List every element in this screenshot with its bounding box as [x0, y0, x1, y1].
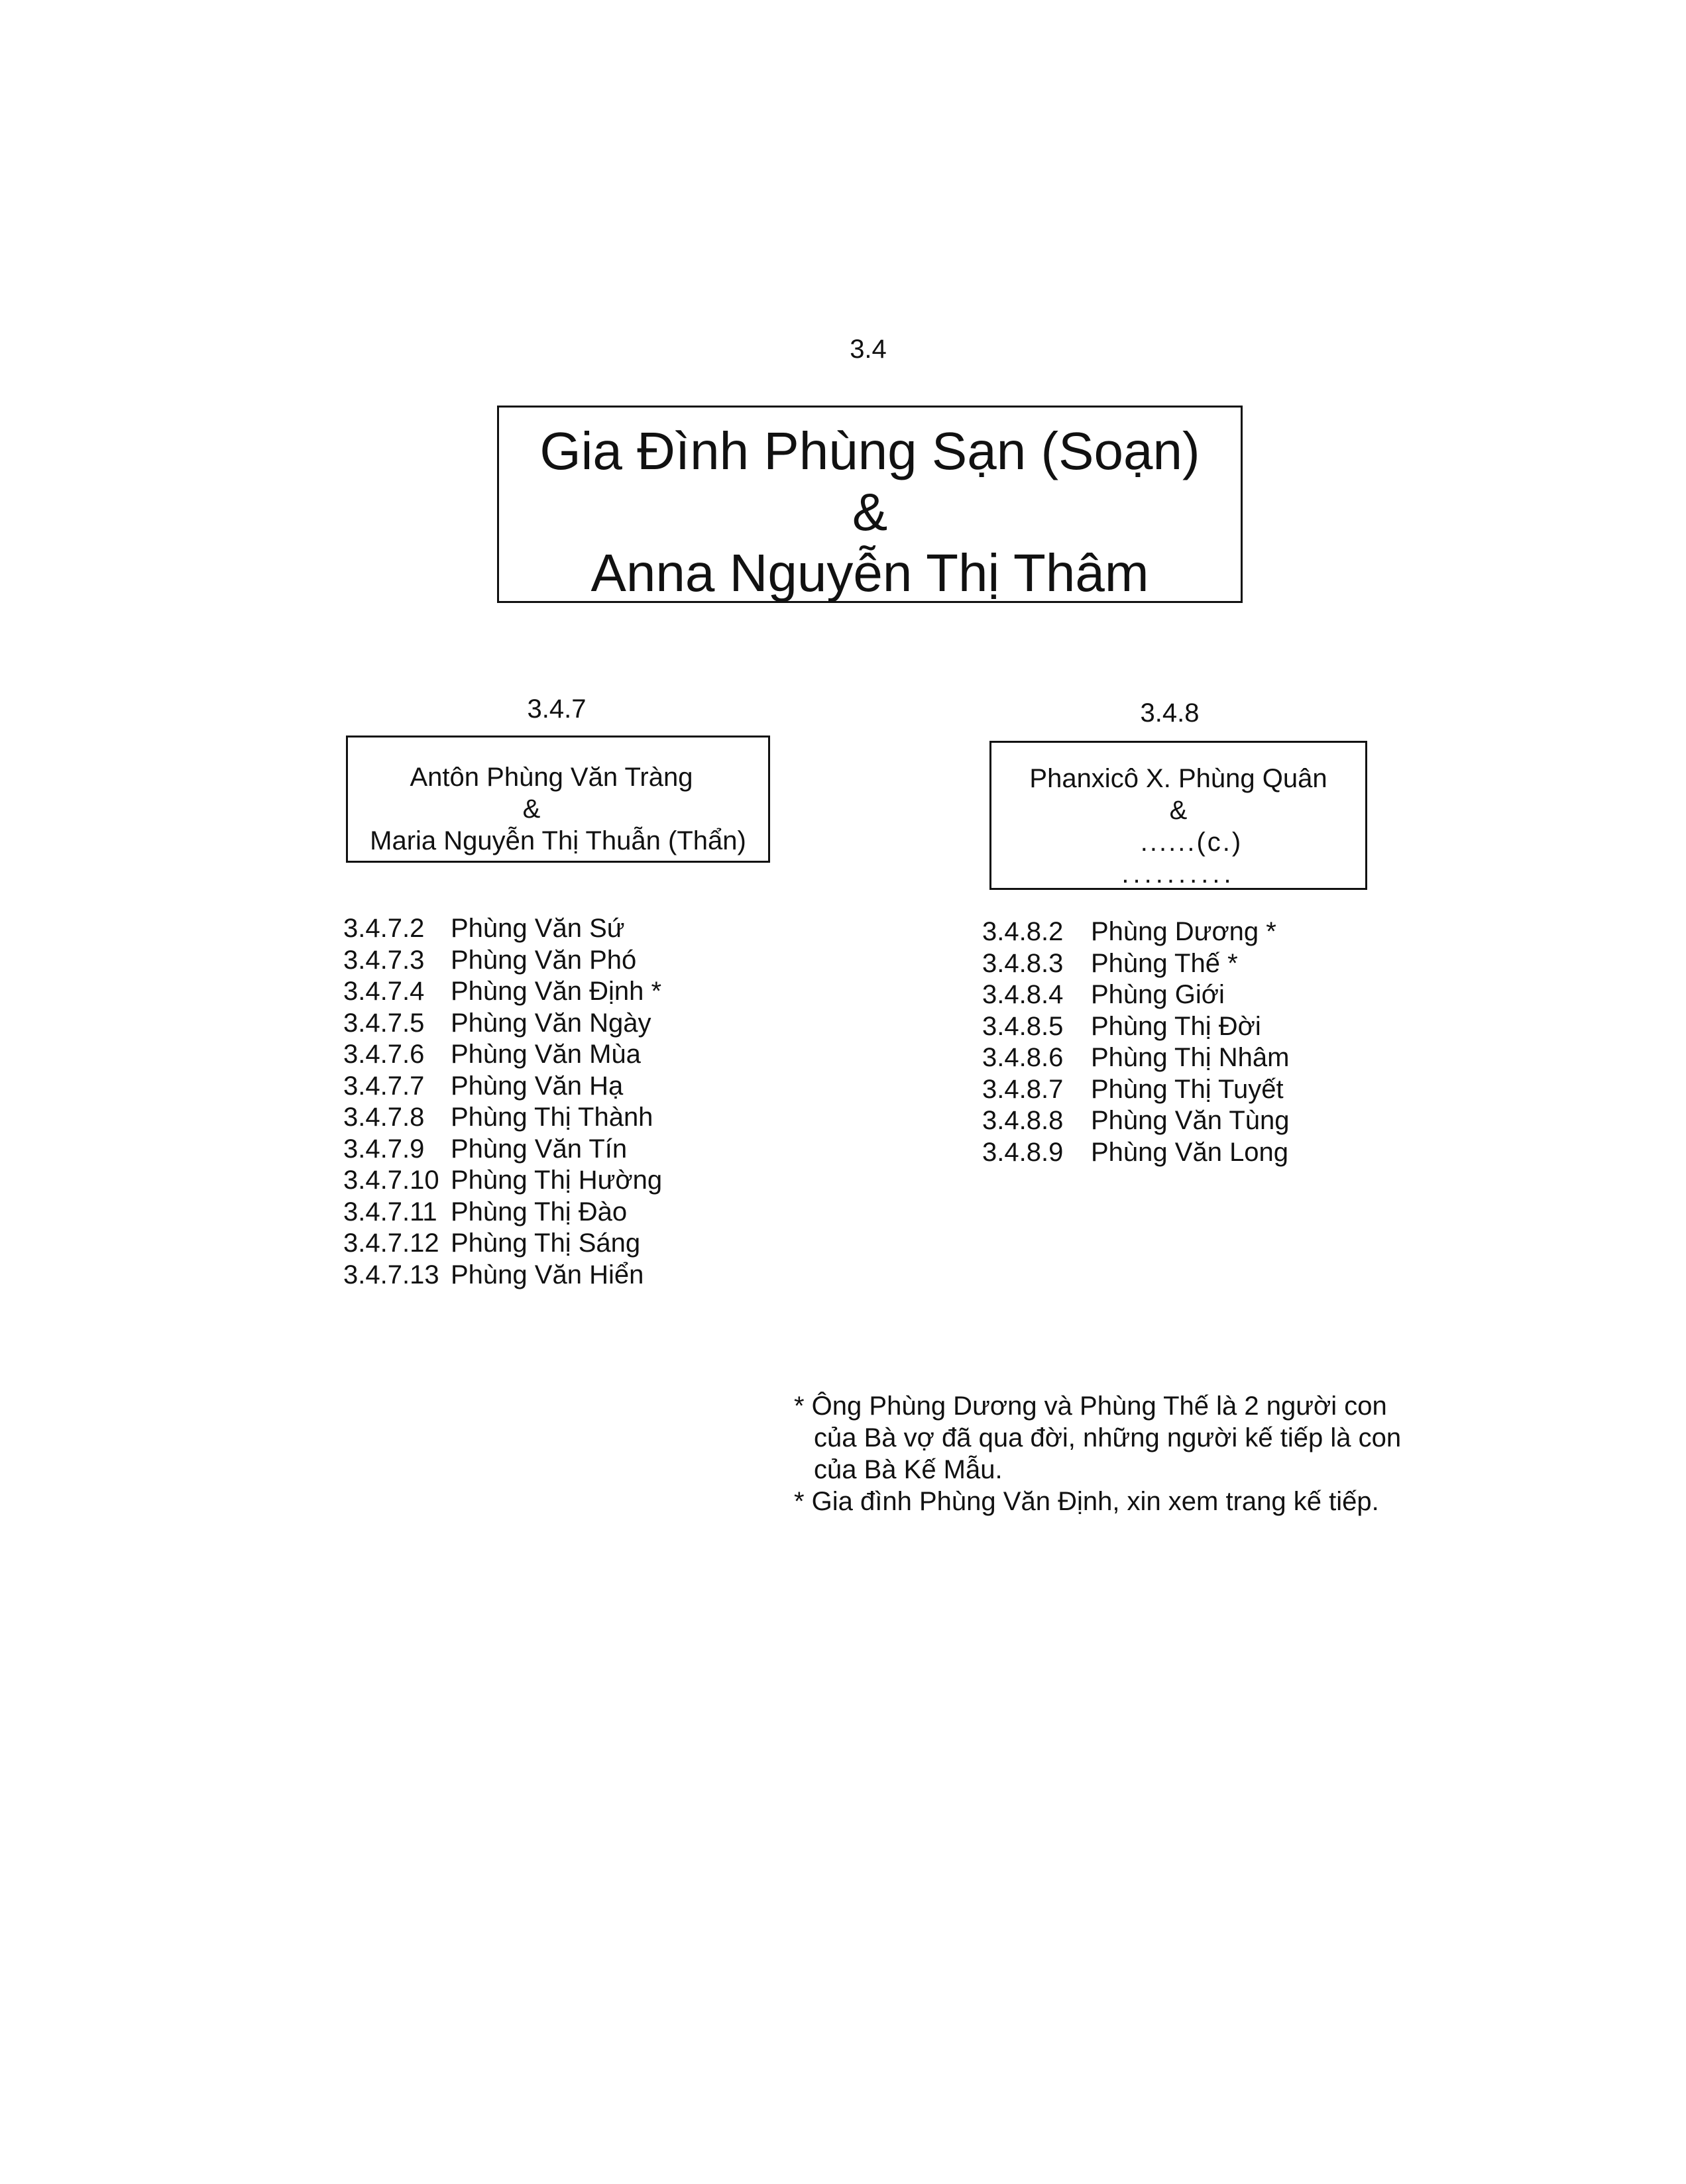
child-name: Phùng Thị Đời — [1091, 1011, 1261, 1041]
child-code: 3.4.8.9 — [982, 1137, 1064, 1167]
child-name: Phùng Văn Sứ — [451, 914, 625, 943]
child-name: Phùng Thị Đào — [451, 1197, 628, 1227]
child-name: Phùng Thị Hường — [451, 1166, 663, 1195]
child-name: Phùng Giới — [1091, 980, 1225, 1009]
section-number: 3.4 — [850, 335, 887, 364]
child-name: Phùng Thị Thành — [451, 1103, 653, 1132]
child-code: 3.4.7.5 — [343, 1008, 425, 1038]
list-item — [343, 945, 662, 977]
husband-name: Antôn Phùng Văn Tràng — [410, 763, 693, 792]
list-item — [343, 976, 662, 1008]
list-item — [343, 1039, 662, 1071]
child-code: 3.4.8.7 — [982, 1074, 1064, 1104]
list-item — [343, 1197, 662, 1228]
title-line-1: Gia Đình Phùng Sạn (Soạn) — [539, 421, 1200, 480]
child-name: Phùng Văn Hạ — [451, 1071, 624, 1101]
wife-name: Maria Nguyễn Thị Thuẫn (Thẩn) — [370, 826, 746, 855]
wife-name: ......(c.) — [1140, 828, 1243, 857]
child-code: 3.4.7.12 — [343, 1228, 439, 1258]
children-list-left — [343, 913, 662, 1291]
family-box-left — [346, 736, 770, 863]
family-box-right — [989, 741, 1367, 890]
title-line-2: & — [852, 482, 888, 541]
child-code: 3.4.7.7 — [343, 1071, 425, 1101]
footnote-1-line-3: của Bà Kế Mẫu. — [814, 1455, 1003, 1484]
child-name: Phùng Thị Sáng — [451, 1228, 641, 1258]
placeholder-dots: .......... — [1121, 859, 1235, 889]
list-item — [343, 1071, 662, 1103]
list-item — [982, 979, 1290, 1011]
child-name: Phùng Văn Tùng — [1091, 1106, 1290, 1135]
list-item — [343, 1134, 662, 1166]
child-name: Phùng Văn Mùa — [451, 1040, 641, 1069]
child-name: Phùng Thị Tuyết — [1091, 1074, 1284, 1104]
list-item — [343, 913, 662, 945]
list-item — [982, 1011, 1290, 1043]
child-name: Phùng Dương * — [1091, 917, 1276, 946]
child-code: 3.4.8.3 — [982, 948, 1064, 978]
children-list-right — [982, 916, 1290, 1168]
footnote-1-line-2: của Bà vợ đã qua đời, những người kế tiếp là con — [814, 1423, 1402, 1452]
list-item — [343, 1102, 662, 1134]
list-item — [343, 1008, 662, 1040]
list-item — [343, 1165, 662, 1197]
child-name: Phùng Văn Định * — [451, 977, 662, 1006]
child-code: 3.4.7.3 — [343, 945, 425, 975]
husband-name: Phanxicô X. Phùng Quân — [1029, 764, 1327, 793]
list-item — [982, 1074, 1290, 1106]
list-item — [343, 1260, 662, 1291]
child-code: 3.4.7.9 — [343, 1134, 425, 1164]
footnote-1-line-1: * Ông Phùng Dương và Phùng Thế là 2 người con — [794, 1392, 1387, 1421]
list-item — [982, 1042, 1290, 1074]
child-name: Phùng Văn Phó — [451, 945, 637, 975]
child-name: Phùng Văn Tín — [451, 1134, 628, 1164]
child-code: 3.4.7.13 — [343, 1260, 439, 1289]
list-item — [982, 1137, 1290, 1169]
child-code: 3.4.8.4 — [982, 980, 1064, 1009]
child-code: 3.4.7.11 — [343, 1197, 437, 1227]
child-name: Phùng Văn Long — [1091, 1137, 1289, 1167]
child-name: Phùng Thị Nhâm — [1091, 1043, 1290, 1072]
child-code: 3.4.7.2 — [343, 914, 425, 943]
ampersand: & — [1169, 796, 1188, 825]
child-code: 3.4.7.6 — [343, 1040, 425, 1069]
child-name: Phùng Văn Hiển — [451, 1260, 644, 1289]
list-item — [982, 916, 1290, 948]
child-code: 3.4.8.5 — [982, 1011, 1064, 1041]
list-item — [982, 1105, 1290, 1137]
family-number-left: 3.4.7 — [527, 694, 587, 724]
child-code: 3.4.8.6 — [982, 1043, 1064, 1072]
footnote-2: * Gia đình Phùng Văn Định, xin xem trang kế tiếp. — [794, 1487, 1379, 1516]
list-item — [343, 1228, 662, 1260]
child-code: 3.4.7.10 — [343, 1166, 439, 1195]
child-code: 3.4.8.2 — [982, 917, 1064, 946]
child-code: 3.4.7.8 — [343, 1103, 425, 1132]
footnotes — [794, 1390, 1401, 1517]
family-number-right: 3.4.8 — [1140, 698, 1200, 728]
title-line-3: Anna Nguyễn Thị Thâm — [590, 543, 1149, 602]
child-name: Phùng Văn Ngày — [451, 1008, 651, 1038]
family-title-box — [497, 406, 1243, 603]
ampersand: & — [522, 794, 541, 824]
child-name: Phùng Thế * — [1091, 948, 1238, 978]
child-code: 3.4.8.8 — [982, 1106, 1064, 1135]
child-code: 3.4.7.4 — [343, 977, 425, 1006]
list-item — [982, 948, 1290, 980]
